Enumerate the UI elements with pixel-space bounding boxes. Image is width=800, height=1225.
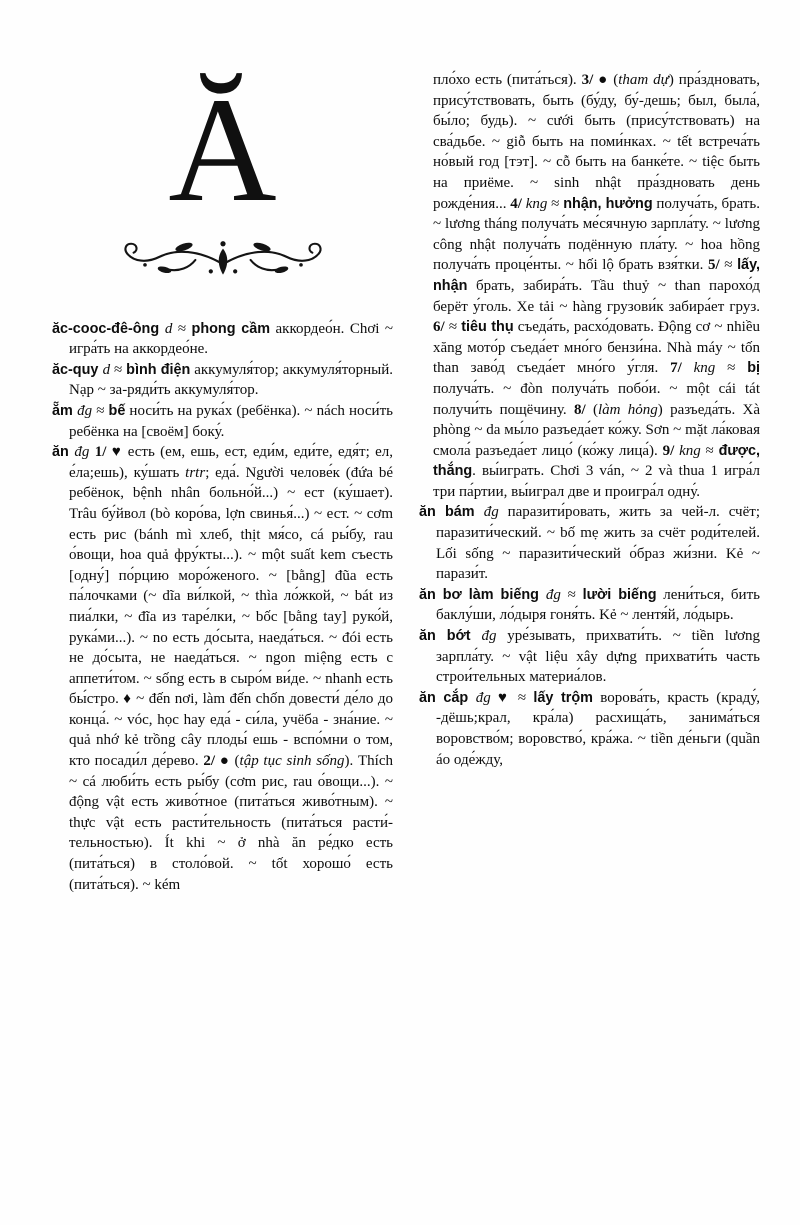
- entry-am: ẵm đg ≈ bế носи́ть на рука́х (ребёнка). ~ nách носи́ть ребёнка на [своём] боку́.: [52, 402, 393, 440]
- entry-an-bot: ăn bớt đg уре́зывать, прихвати́ть. ~ tiền lương зарпла́ту. ~ vật liệu xây dựng прихвати́ть часть строи́тельных материа́лов.: [419, 628, 760, 686]
- ornament-flourish-icon: [52, 234, 393, 293]
- entry-ac-cooc-de-ong: ăc-cooc-đê-ông d ≈ phong cầm аккордео́н. Chơi ~ игра́ть на аккордео́не.: [52, 320, 394, 358]
- section-letter: Ă: [168, 67, 277, 233]
- section-letter-block: [52, 67, 393, 293]
- entry-an: ăn đg 1/ ♥ есть (ем, ешь, ест, еди́м, еди́те, едя́т; ел, е́ла;ешь), ку́шать trtr; еда́. Người челове́к (đứa bé ребёнок, bệnh nhân больно́й...) ~ ест (ку́шает). Trâu бу́йвол (bò коро́ва, lợn свинья́...) ~ ест. ~ cơm есть рис (bánh mì хлеб, thịt мя́со, cá ры́бу, rau о́вощи, hoa quả фру́кты...). ~ một suất kem съесть [одну́] по́рцию моро́женого. ~ [bằng] đũa есть па́лочками (~ dĩa ви́лкой, ~ thìa ло́жкой, ~ bát из пиа́лки, ~ đĩa из таре́лки, ~ bốc [bằng tay] руко́й, рука́ми...). ~ no есть до́сыта, наеда́ться. ~ đói есть не до́сыта, не наеда́ться. ~ ngon miệng есть с аппети́том. ~ sống есть в сыро́м ви́де. ~ nhanh есть бы́стро. ♦ ~ đến nơi, làm đến chốn довести́ де́ло до конца́. ~ vóc, học hay еда́ - си́ла, учёба - зна́ние. ~ quả nhớ kẻ trồng cây плоды́ ешь - вспо́мни о том, кто посади́л де́рево. 2/ ● (tập tục sinh sống). Thích ~ cá люби́ть есть ры́бу (cơm рис, rau о́вощи...). ~ động vật есть живо́тное (пита́ться живо́тным). ~ thực vật есть расти́тельность (пита́ться расти́-тельностью). Ít khi ~ ở nhà ăn ре́дко есть (пита́ться) в столо́вой. ~ tốt хорошо́ есть (пита́ться). ~ kém: [52, 444, 394, 893]
- entry-an-continuation: пло́хо есть (пита́ться). 3/ ● (tham dự) пра́здновать, прису́тствовать, быть (бу́ду, бу́-дешь; был, была́, бы́ло; будь). ~ cưới быть (прису́тствовать) на сва́дьбе. ~ giỗ быть на поми́нках. ~ tết встреча́ть но́вый год [тэт]. ~ cỗ быть на банке́те. ~ tiệc быть на приёме. ~ sinh nhật пра́здновать день рожде́ния... 4/ kng ≈ nhận, hưởng получа́ть, брать. ~ lương tháng получа́ть ме́сячную зарпла́ту. ~ lương công nhật получа́ть подённую пла́ту. ~ hoa hồng получа́ть проце́нты. ~ hối lộ брать взя́тки. 5/ ≈ lấy, nhận брать, забира́ть. Tầu thuỷ ~ than парохо́д берёт у́голь. Xe tải ~ hàng грузови́к забира́ет груз. 6/ ≈ tiêu thụ съеда́ть, расхо́довать. Động cơ ~ nhiều xăng мото́р съеда́ет мно́го бензи́на. Nhà máy ~ tốn than заво́д съеда́ет мно́го у́гля. 7/ kng ≈ bị получа́ть. ~ đòn получа́ть побо́и. ~ một cái tát получи́ть пощёчину. 8/ (làm hỏng) разъеда́ть. Xà phòng ~ da мы́ло разъеда́ет ко́жу. Sơn ~ mặt ла́ковая смола́ разъеда́ет лицо́ (ко́жу лица́). 9/ kng ≈ được, thắng. вы́играть. Chơi 3 ván, ~ 2 và thua 1 игра́л три па́ртии, вы́играл две и проигра́л одну́.: [433, 72, 761, 500]
- entry-an-bo-lam-bieng: ăn bơ làm biếng đg ≈ lười biếng лени́ться, бить баклу́ши, ло́дыря гоня́ть. Kẻ ~ лентя́й, ло́дырь.: [419, 586, 760, 624]
- entry-ac-quy: ăc-quy d ≈ bình điện аккумуля́тор; аккумуля́торный. Nạp ~ за-ряди́ть аккумуля́тор.: [52, 361, 393, 399]
- right-column: [419, 70, 760, 1189]
- left-column: [52, 67, 394, 1189]
- entry-an-bam: ăn bám đg паразити́ровать, жить за чей-л. счёт; паразити́ческий. ~ bố mẹ жить за счёт роди́телей. Lối sống ~ паразити́ческий о́браз жи́зни. Kẻ ~ парази́т.: [419, 504, 760, 583]
- entry-an-cap: ăn cắp đg ♥ ≈ lấy trộm ворова́ть, красть (краду́, -дёшь;крал, кра́ла) расхища́ть, занима́ться воровство́м; воровство́, кра́жа. ~ tiền де́ньги (quần áo оде́жду,: [419, 689, 761, 768]
